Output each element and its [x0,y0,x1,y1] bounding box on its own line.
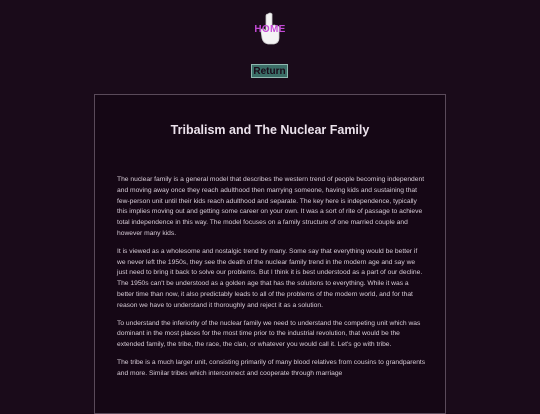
home-link[interactable] [245,12,295,48]
article-panel [94,94,446,414]
page-title: Tribalism and The Nuclear Family [170,123,370,137]
article-paragraph: It is viewed as a wholesome and nostalgic trend by many. Some say that everything would be better if we never left the 1950s, they see the death of the nuclear family trend in the modern age and say we just need to bring it back to solve our problems. But I think it is best understood as a part of our decline. The 1950s can't be understood as a golden age that has the solutions to everything. While it was a better time than now, it also predictably leads to all of the problems of the modern world, and for that reason we have to understand it thoroughly and reject it as a solution. [117,247,423,309]
home-label[interactable]: HOME [254,24,286,35]
article-paragraph: To understand the inferiority of the nuclear family we need to understand the competing unit which was dominant in the most places for the most time prior to the industrial revolution, that would be the extended family, the tribe, the race, the clan, or whatever you would call it. Let's go with tribe. [117,319,421,349]
article-body [117,175,426,387]
article-paragraph: The nuclear family is a general model that describes the western trend of people becoming independent and moving away once they reach adulthood then marrying someone, having kids and sustaining that few-person unit until their kids reach adulthood and separate. The key here is independence, typically this implies moving out and getting some career on your own. It was a sort of rite of passage to achieve total independence in this way. The model focuses on a family structure of one married couple and however many kids. [117,176,425,237]
article-paragraph: The tribe is a much larger unit, consisting primarily of many blood relatives from cousins to grandparents and more. Similar tribes which interconnect and cooperate through marriage [117,358,426,377]
return-button[interactable]: Return [251,64,288,78]
